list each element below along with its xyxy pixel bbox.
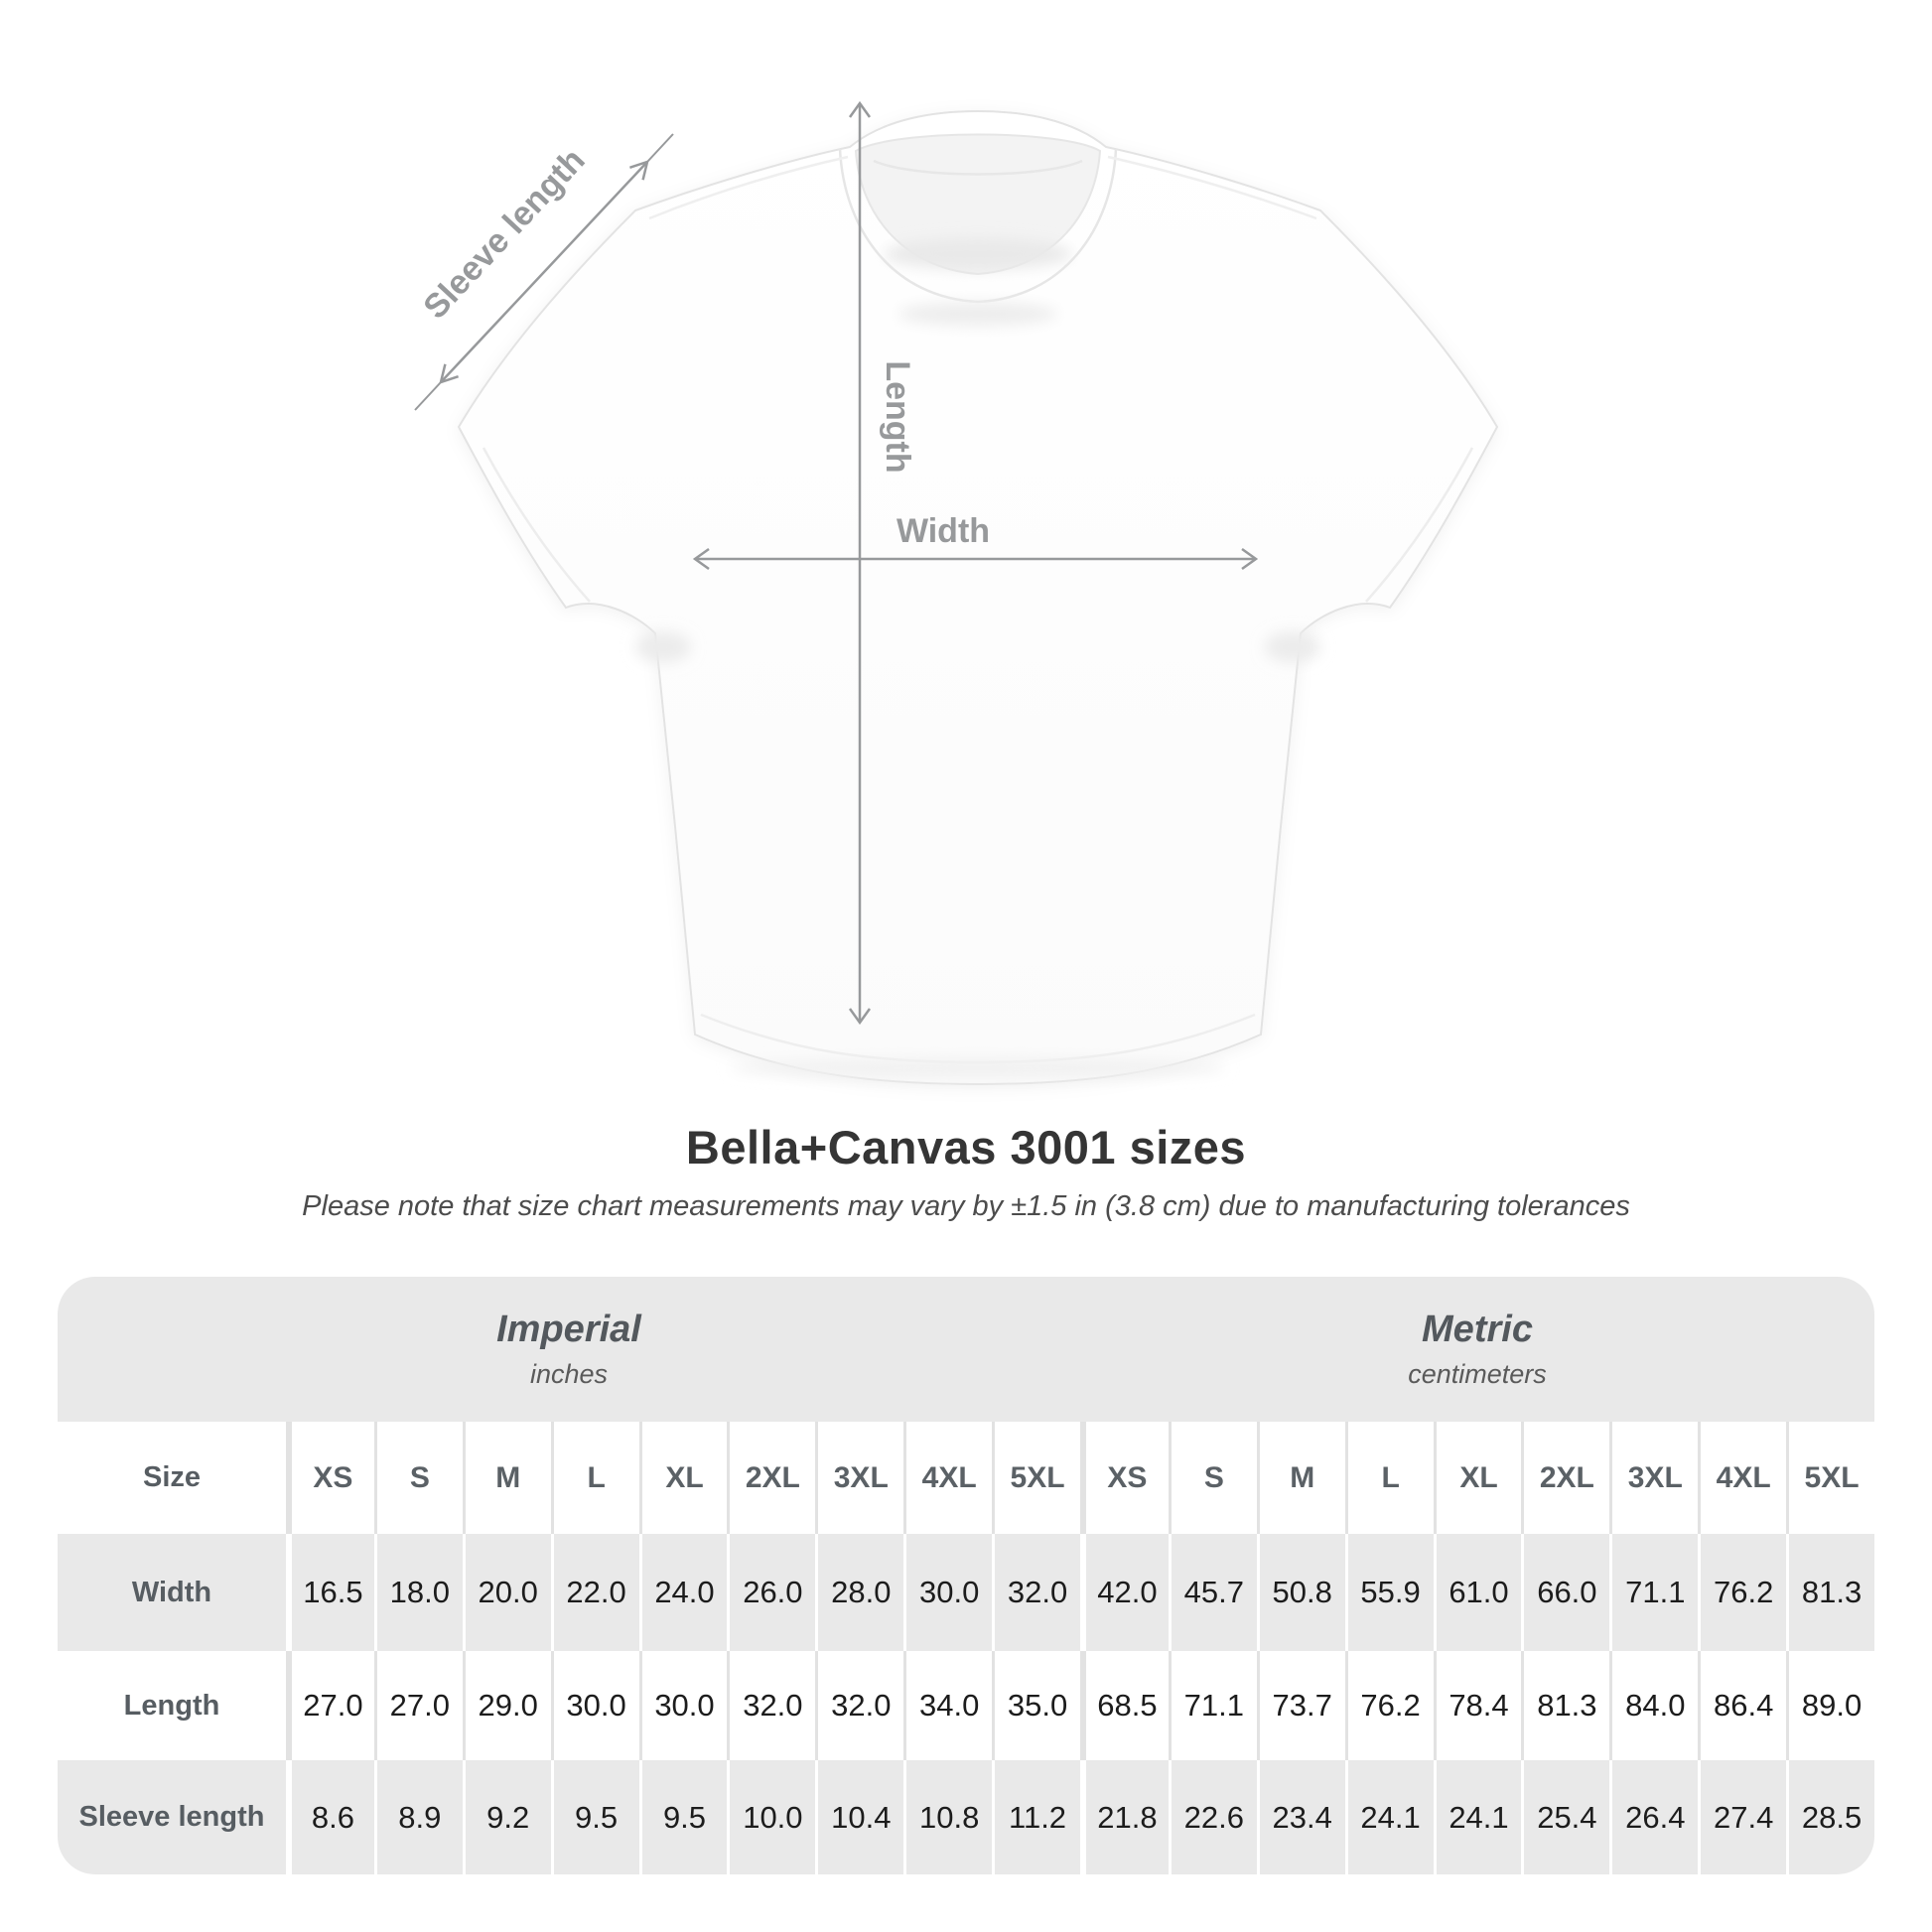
table-row-width bbox=[58, 1534, 1874, 1651]
size-col-header: XS bbox=[286, 1422, 374, 1534]
measurement-cell: 10.0 bbox=[727, 1760, 815, 1874]
measurement-cell: 84.0 bbox=[1609, 1651, 1698, 1760]
size-header-row bbox=[58, 1422, 1874, 1534]
measurement-cell: 61.0 bbox=[1434, 1534, 1522, 1651]
measurement-cell: 23.4 bbox=[1257, 1760, 1345, 1874]
length-label: Length bbox=[879, 360, 916, 474]
measurement-cell: 81.3 bbox=[1786, 1534, 1874, 1651]
measurement-cell: 9.5 bbox=[551, 1760, 639, 1874]
measurement-cell: 9.2 bbox=[463, 1760, 551, 1874]
measurement-cell: 29.0 bbox=[463, 1651, 551, 1760]
size-col-header: S bbox=[1169, 1422, 1257, 1534]
table-row-sleeve-length bbox=[58, 1760, 1874, 1874]
metric-group-unit: centimeters bbox=[1408, 1359, 1547, 1389]
measurement-cell: 25.4 bbox=[1521, 1760, 1609, 1874]
table-row-length bbox=[58, 1651, 1874, 1760]
unit-header-row bbox=[58, 1277, 1874, 1422]
tshirt-image bbox=[459, 111, 1497, 1084]
size-col-header: XS bbox=[1080, 1422, 1169, 1534]
measurement-cell: 24.1 bbox=[1434, 1760, 1522, 1874]
size-col-header: L bbox=[551, 1422, 639, 1534]
measurement-cell: 89.0 bbox=[1786, 1651, 1874, 1760]
measurement-cell: 27.4 bbox=[1698, 1760, 1786, 1874]
measurement-cell: 8.9 bbox=[374, 1760, 463, 1874]
measurement-cell: 30.0 bbox=[903, 1534, 992, 1651]
imperial-group-name: Imperial bbox=[496, 1309, 641, 1350]
measurement-cell: 11.2 bbox=[992, 1760, 1080, 1874]
measurement-cell: 30.0 bbox=[639, 1651, 728, 1760]
width-label: Width bbox=[896, 512, 991, 550]
row-label: Sleeve length bbox=[78, 1801, 265, 1833]
imperial-group-header bbox=[58, 1277, 1080, 1422]
measurement-cell: 20.0 bbox=[463, 1534, 551, 1651]
page-title: Bella+Canvas 3001 sizes bbox=[685, 1121, 1247, 1173]
measurement-cell: 9.5 bbox=[639, 1760, 728, 1874]
size-col-header: 4XL bbox=[1698, 1422, 1786, 1534]
size-col-header: M bbox=[1257, 1422, 1345, 1534]
measurement-cell: 21.8 bbox=[1080, 1760, 1169, 1874]
size-col-header: 2XL bbox=[727, 1422, 815, 1534]
size-col-header: 4XL bbox=[903, 1422, 992, 1534]
size-col-header: S bbox=[374, 1422, 463, 1534]
measurement-cell: 68.5 bbox=[1080, 1651, 1169, 1760]
size-corner-label: Size bbox=[142, 1461, 202, 1493]
size-col-header: 5XL bbox=[1786, 1422, 1874, 1534]
measurement-cell: 66.0 bbox=[1521, 1534, 1609, 1651]
size-col-header: 2XL bbox=[1521, 1422, 1609, 1534]
metric-group-name: Metric bbox=[1422, 1309, 1533, 1350]
measurement-cell: 16.5 bbox=[286, 1534, 374, 1651]
measurement-cell: 76.2 bbox=[1345, 1651, 1434, 1760]
measurement-cell: 30.0 bbox=[551, 1651, 639, 1760]
measurement-cell: 8.6 bbox=[286, 1760, 374, 1874]
measurement-cell: 71.1 bbox=[1609, 1534, 1698, 1651]
measurement-cell: 71.1 bbox=[1169, 1651, 1257, 1760]
size-col-header: 5XL bbox=[992, 1422, 1080, 1534]
measurement-cell: 10.8 bbox=[903, 1760, 992, 1874]
measurement-cell: 34.0 bbox=[903, 1651, 992, 1760]
title-block bbox=[0, 1120, 1932, 1223]
measurement-cell: 73.7 bbox=[1257, 1651, 1345, 1760]
measurement-cell: 86.4 bbox=[1698, 1651, 1786, 1760]
measurement-cell: 45.7 bbox=[1169, 1534, 1257, 1651]
measurement-cell: 50.8 bbox=[1257, 1534, 1345, 1651]
measurement-cell: 26.0 bbox=[727, 1534, 815, 1651]
size-col-header: XL bbox=[639, 1422, 728, 1534]
measurement-cell: 27.0 bbox=[374, 1651, 463, 1760]
measurement-cell: 26.4 bbox=[1609, 1760, 1698, 1874]
measurement-cell: 24.1 bbox=[1345, 1760, 1434, 1874]
measurement-cell: 78.4 bbox=[1434, 1651, 1522, 1760]
measurement-cell: 27.0 bbox=[286, 1651, 374, 1760]
measurement-cell: 81.3 bbox=[1521, 1651, 1609, 1760]
imperial-group-unit: inches bbox=[529, 1359, 609, 1389]
measurement-cell: 18.0 bbox=[374, 1534, 463, 1651]
sleeve-length-label: Sleeve length bbox=[416, 141, 593, 327]
measurement-cell: 32.0 bbox=[992, 1534, 1080, 1651]
metric-group-header bbox=[1080, 1277, 1874, 1422]
measurement-cell: 10.4 bbox=[815, 1760, 903, 1874]
measurement-cell: 35.0 bbox=[992, 1651, 1080, 1760]
measurement-cell: 28.0 bbox=[815, 1534, 903, 1651]
size-col-header: L bbox=[1345, 1422, 1434, 1534]
size-table bbox=[58, 1277, 1874, 1874]
measurement-cell: 32.0 bbox=[727, 1651, 815, 1760]
measurement-cell: 32.0 bbox=[815, 1651, 903, 1760]
measurement-cell: 55.9 bbox=[1345, 1534, 1434, 1651]
measurement-cell: 22.0 bbox=[551, 1534, 639, 1651]
measurement-cell: 28.5 bbox=[1786, 1760, 1874, 1874]
measurement-cell: 76.2 bbox=[1698, 1534, 1786, 1651]
size-col-header: 3XL bbox=[815, 1422, 903, 1534]
size-col-header: XL bbox=[1434, 1422, 1522, 1534]
size-col-header: M bbox=[463, 1422, 551, 1534]
row-label: Length bbox=[123, 1689, 220, 1722]
size-col-header: 3XL bbox=[1609, 1422, 1698, 1534]
measurement-cell: 42.0 bbox=[1080, 1534, 1169, 1651]
measurement-cell: 22.6 bbox=[1169, 1760, 1257, 1874]
measurement-cell: 24.0 bbox=[639, 1534, 728, 1651]
row-label: Width bbox=[131, 1576, 212, 1608]
page-subtitle: Please note that size chart measurements may vary by ±1.5 in (3.8 cm) due to manufacturing tolerances bbox=[302, 1190, 1630, 1222]
